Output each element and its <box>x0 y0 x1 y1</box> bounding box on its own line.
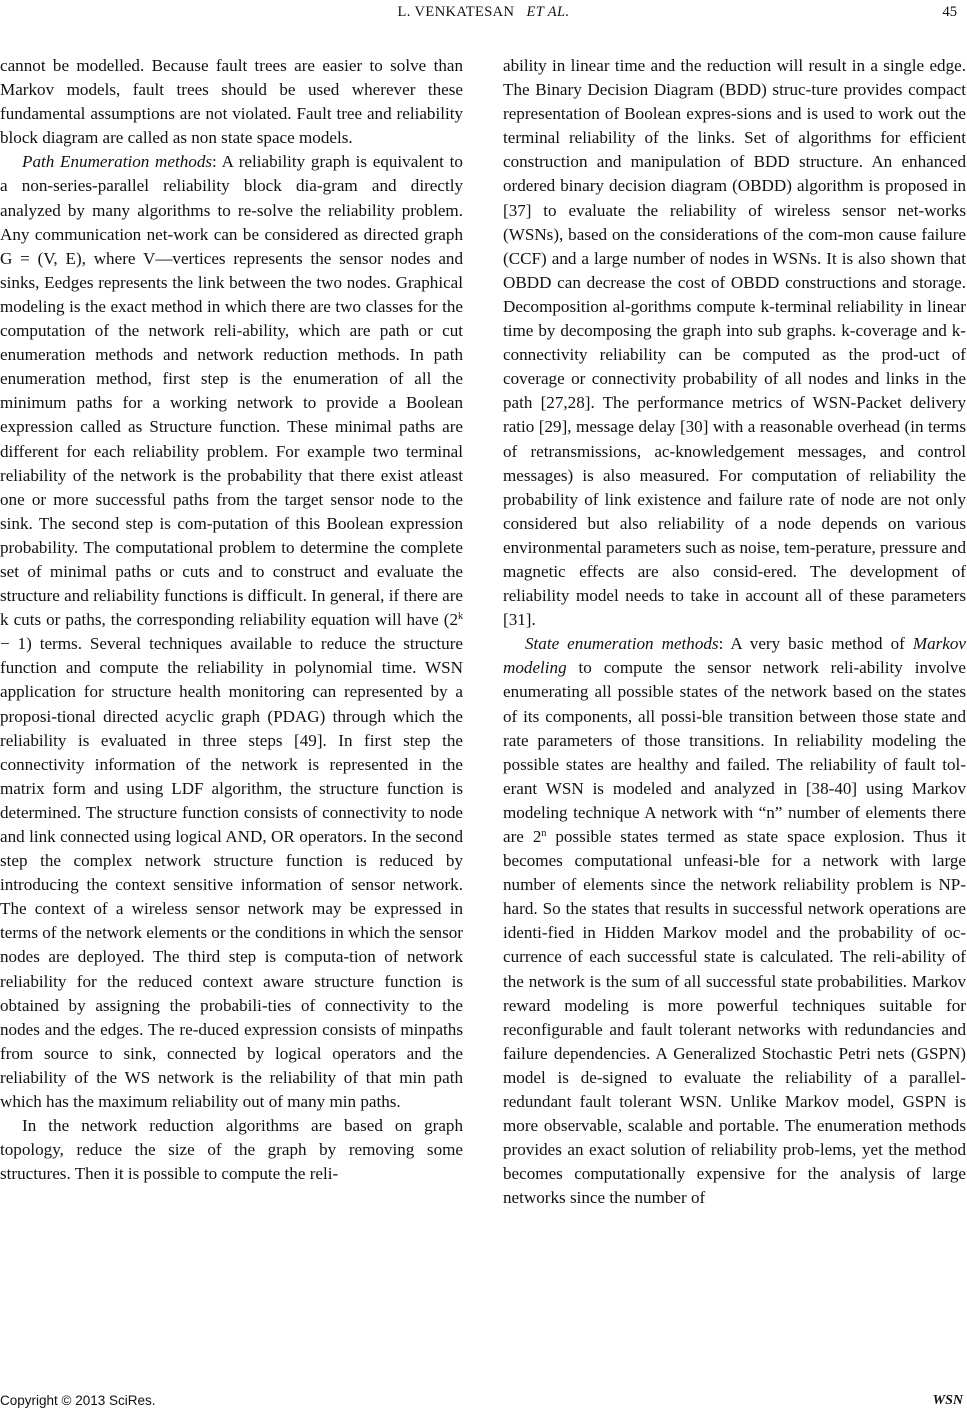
left-paragraph-3: In the network reduction algorithms are based on graph topology, reduce the size of the graph by removing some structures. Then it is possible to compute the reli- <box>0 1116 463 1184</box>
left-paragraph-1: cannot be modelled. Because fault trees are easier to solve than Markov models, fault trees should be used wherever these fundamental assumptions are not violated. Fault tree and reliability block diagram are called as non state space models. <box>0 56 463 148</box>
copyright-notice: Copyright © 2013 SciRes. <box>0 1393 156 1408</box>
right-column <box>503 54 966 1211</box>
left-paragraph-2: Path Enumeration methods: A reliability graph is equivalent to a non-series-parallel reliability block dia-gram and directly analyzed by many algorithms to re-solve the reliability problem. Any communication net-work can be considered as directed graph G = (V, E), where V—vertices represents the sensor nodes and sinks, Eedges represents the link between the two nodes. Graphical modeling is the exact method in which there are two classes for the computation of the network reli-ability, which are path or cut enumeration methods and network reduction methods. In path enumeration method, first step is the enumeration of all the minimum paths for a working network to provide a Boolean expression called as Structure function. These minimal paths are different for each reliability problem. For example two terminal reliability of the network is the probability that there exist atleast one or more successful paths from the target sensor node to the sink. The second step is com-putation of this Boolean expression probability. The computational problem to determine the complete set of minimal paths or cuts and to construct and evaluate the structure and reliability functions is difficult. In general, if there are k cuts or paths, the corresponding reliability equation will have $(2^k - 1)$ terms. Several techniques available to reduce the structure function and compute the reliability in polynomial time. WSN application for structure health monitoring can represented by a proposi-tional directed acyclic graph (PDAG) through which the reliability is evaluated in three steps [49]. In first step the connectivity information of the network is represented in the matrix form and using LDF algorithm, the structure function is determined. The structure function consists of connectivity to node and link connected using logical AND, OR operators. In the second step the complex network structure function is reduced by introducing the context sensitive information of sensor network. The context of a wireless sensor network may be expressed in terms of the network elements or the conditions in which the sensor nodes are deployed. The third step is computa-tion of network reliability for the reduced context aware structure function is obtained by assigning the probabili-ties of connectivity to the nodes and the edges. The re-duced expression consists of minpaths from source to sink, connected by logical operators and the reliability of the WS network is the reliability of that min path which has the maximum reliability out of many min paths. <box>0 152 463 1112</box>
right-paragraph-1: ability in linear time and the reduction will result in a single edge. The Binary Decision Diagram (BDD) struc-ture provides compact representation of Boolean expres-sions and is used to work out the terminal reliability of the links. Set of algorithms for efficient construction and manipulation of BDD structure. An enhanced ordered binary decision diagram (OBDD) algorithm is proposed in [37] to evaluate the reliability of wireless sensor net-works (WSNs), based on the considerations of the com-mon cause failure (CCF) and a large number of nodes in WSNs. It is also shown that OBDD can decrease the cost of OBDD constructions and storage. Decomposition al-gorithms compute k-terminal reliability in linear time by decomposing the graph into sub graphs. k-coverage and k-connectivity reliability can be computed as the prod-uct of coverage or connectivity probability of all nodes and links in the path [27,28]. The performance metrics of WSN-Packet delivery ratio [29], message delay [30] with a reasonable overhead (in terms of retransmissions, ac-knowledgement messages, and control messages) is also measured. For computation of reliability the probability of link existence and failure rate of node are not only considered but also reliability of a node depends on various environmental parameters such as noise, tem-perature, pressure and magnetic effects are also consid-ered. The development of reliability model needs to take in account all of these parameters [31]. <box>503 56 966 630</box>
path-enumeration-heading: Path Enumeration methods <box>22 152 213 172</box>
page-number: 45 <box>942 4 957 20</box>
page-header <box>0 4 967 30</box>
markov-modeling-term: Markov modeling <box>503 634 966 678</box>
running-head <box>0 4 967 21</box>
running-head-et-al: ET AL. <box>526 4 570 20</box>
state-enumeration-heading: State enumeration methods <box>525 634 719 654</box>
journal-name: WSN <box>932 1393 963 1408</box>
left-column <box>0 54 463 1186</box>
superscript-k: k <box>458 611 463 623</box>
page-footer <box>0 1393 967 1411</box>
running-head-author: L. VENKATESAN <box>397 4 515 20</box>
superscript-n: n <box>541 828 547 839</box>
right-paragraph-2: State enumeration methods: A very basic method of Markov modeling to compute the sensor network reli-ability involve enumerating all possible states of the network based on the states of its components, all possi-ble transition between those state and rate parameters of those transitions. In reliability modeling the possible states are healthy and failed. The reliability of fault tol-erant WSN is modeled and analyzed in [38-40] using Markov modeling technique A network with “n” number of elements there are 2$^n$ possible states termed as state space explosion. Thus it becomes computational unfeasi-ble for a network with large number of elements since the network reliability problem is NP-hard. So the states that results in successful network operations are identi-fied in Hidden Markov model and the probability of oc-currence of each successful state is calculated. The reli-ability of the network is the sum of all successful state probabilities. Markov reward modeling is more powerful techniques suitable for reconfigurable and fault tolerant networks with redundancies and failure dependencies. A Generalized Stochastic Petri nets (GSPN) model is de-signed to evaluate the reliability of a parallel-redundant fault tolerant WSN. Unlike Markov model, GSPN is more observable, scalable and portable. The enumeration methods provides an exact solution of reliability prob-lems, yet the method becomes computationally expensive for the analysis of large networks since the number of <box>503 634 967 1208</box>
